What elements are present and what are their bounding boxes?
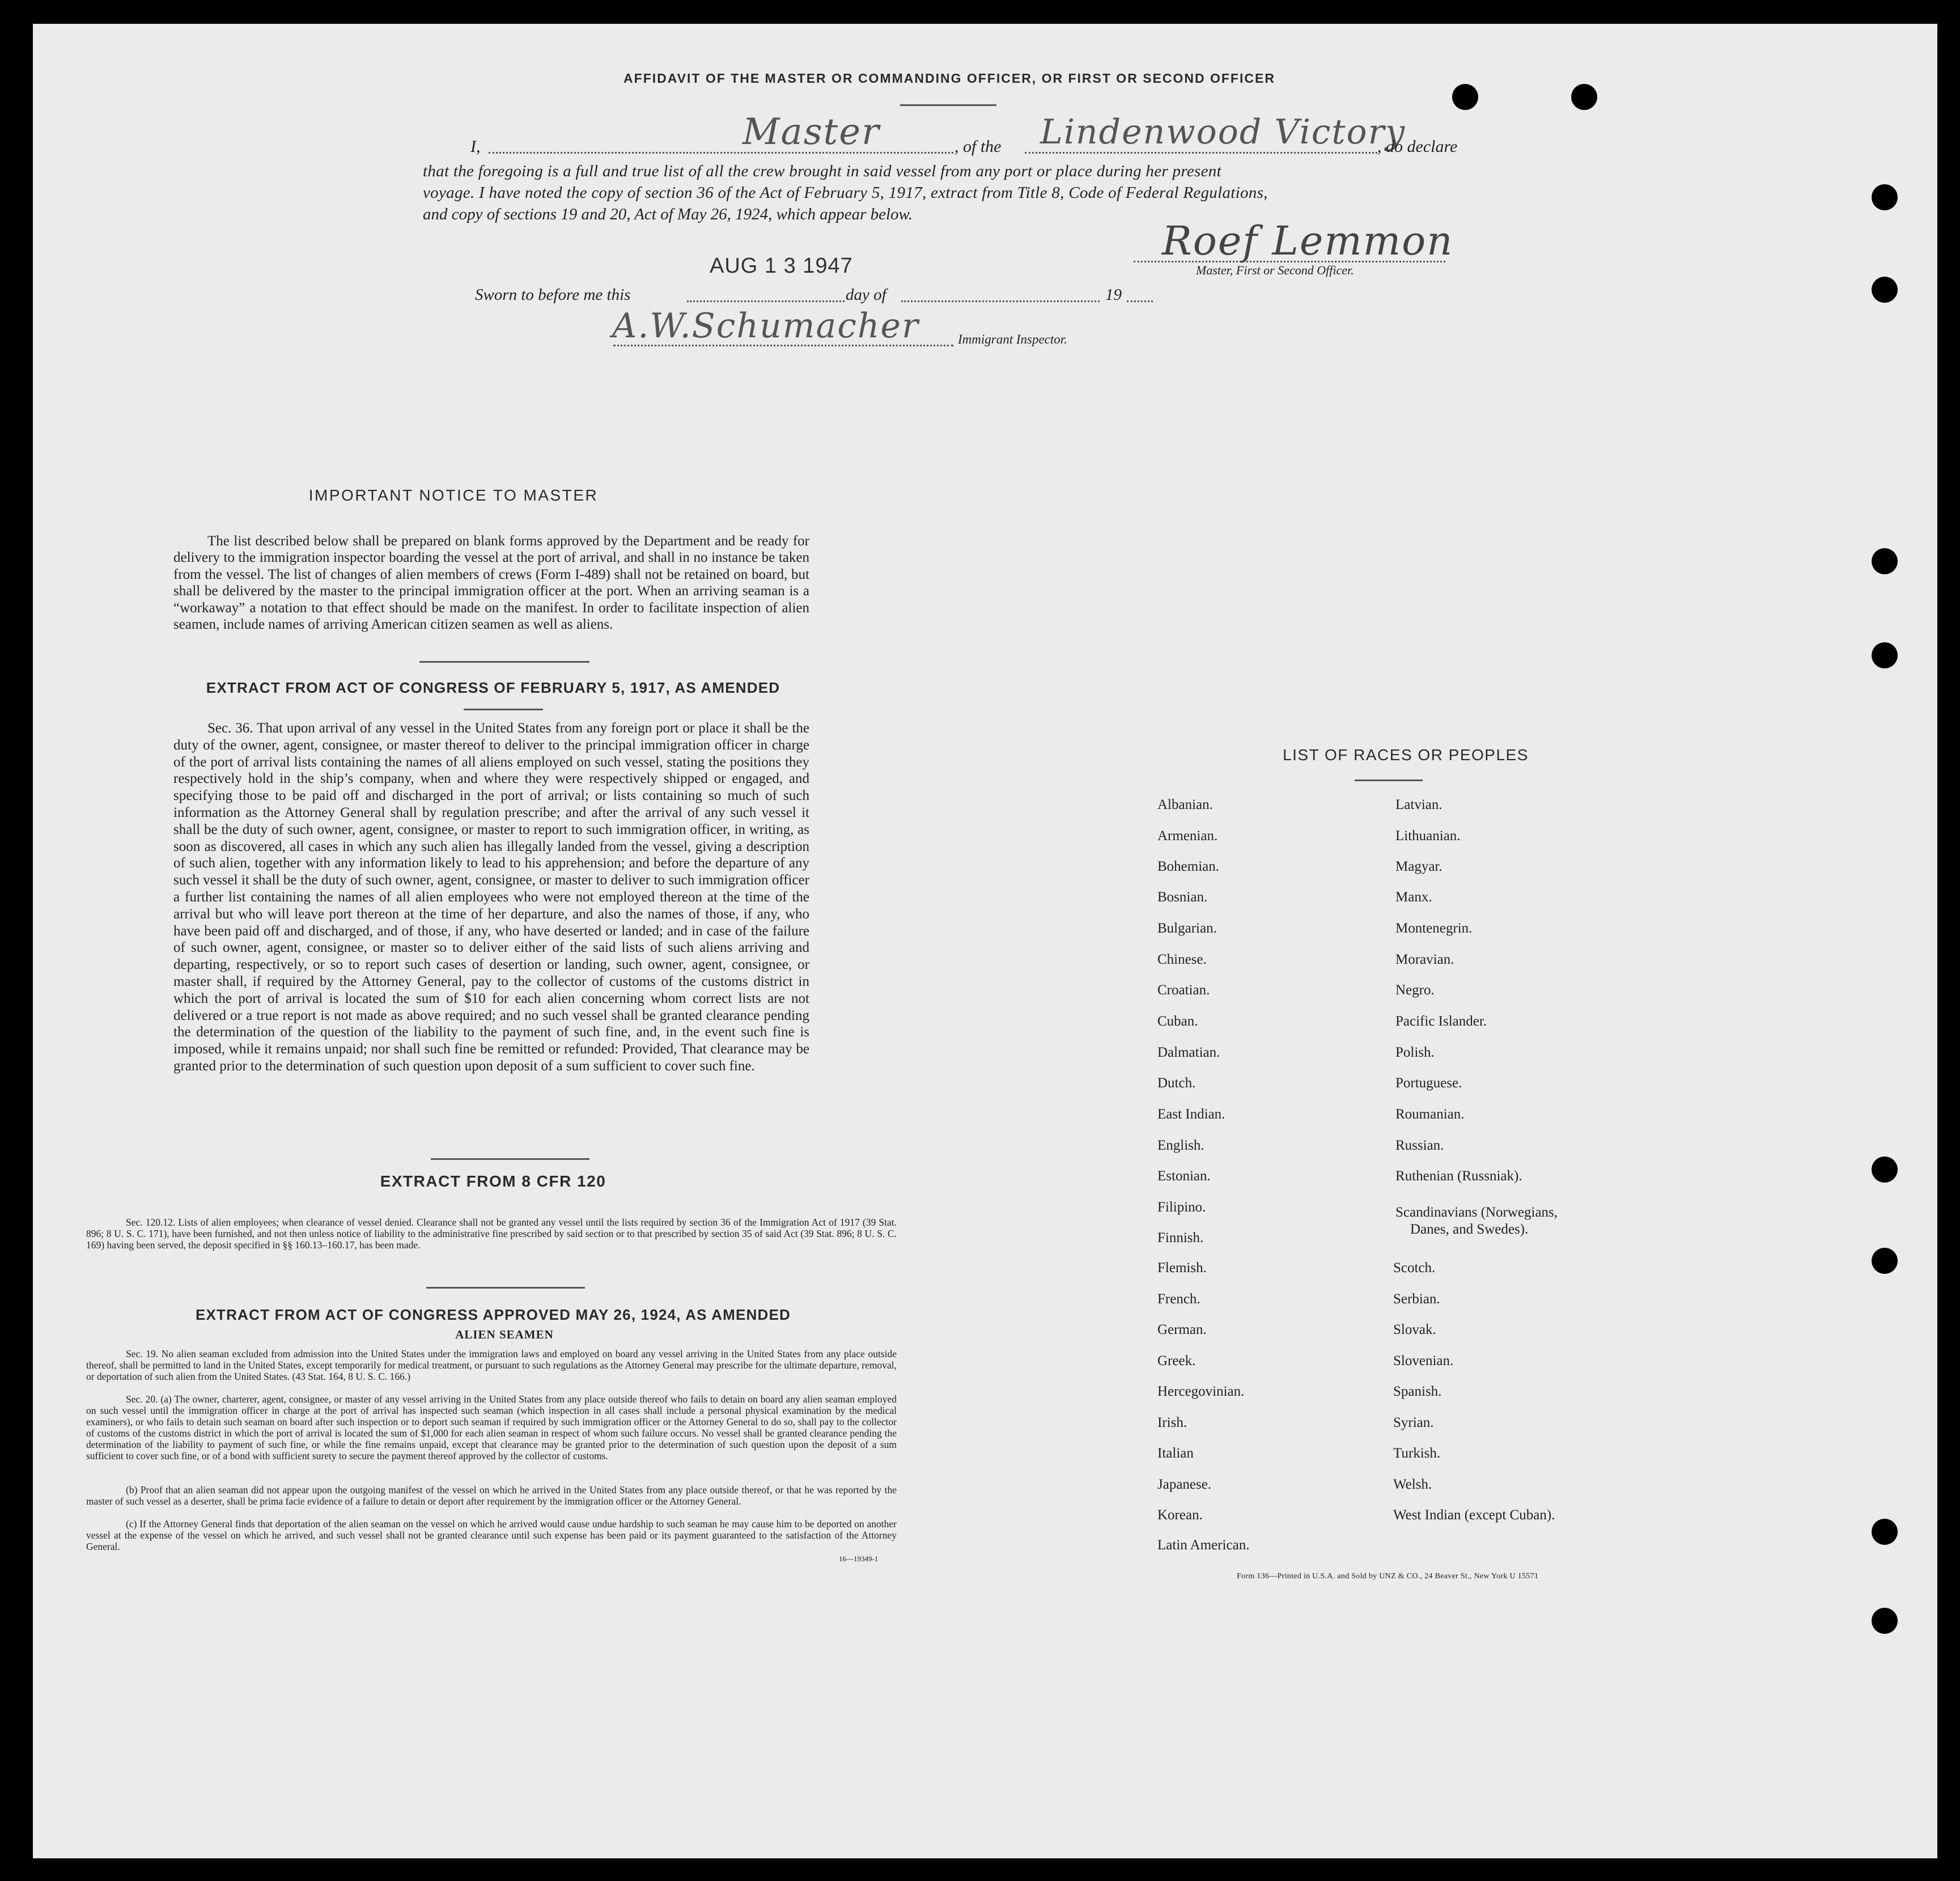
punch-hole bbox=[1872, 642, 1898, 668]
extract-1917-body: Sec. 36. That upon arrival of any vessel in the United States from any foreign port or place it shall be the duty of the owner, agent, consignee, or master thereof to deliver to the principal immigration officer in charge of the port of arrival lists containing the names of all aliens employed on such vessel, stating the positions they respectively hold in the ship’s company, when and where they were respectively shipped or engaged, and specifying those to be paid off and discharged in the port of arrival; or lists containing so much of such information as the Attorney General shall by regulation prescribe; and after the arrival of any such vessel it shall be the duty of such owner, agent, consignee, or master to report to such immigration officer, in writing, as soon as discovered, all cases in which any such alien has illegally landed from the vessel, giving a description of such alien, together with any information likely to lead to his apprehension; and before the departure of any such vessel it shall be the duty of such owner, agent, consignee, or master to deliver to such immigration officer a further list containing the names of all alien employees who were not employed thereon at the time of the arrival but who will leave port thereon at the time of her departure, and also the names of those, if any, who have been paid off and discharged, and of those, if any, who have deserted or landed; and in case of the failure of such owner, agent, consignee, or master so to deliver either of the said lists of such aliens arriving and departing, respectively, or so to report such cases of desertion or landing, such owner, agent, consignee, or master shall, if required by the Attorney General, pay to the collector of customs of the customs district in which the port of arrival is located the sum of $10 for each alien concerning whom correct lists are not delivered or a true report is not made as above required; and no such vessel shall be granted clearance pending the determination of the question of the liability to the payment of such fine, and, in the event such fine is imposed, while it remains unpaid; nor shall such fine be remitted or refunded: Provided, That clearance may be granted prior to the determination of such question upon deposit of a sum sufficient to cover such fine. bbox=[173, 721, 809, 1074]
dotted-line bbox=[1025, 152, 1377, 154]
notice-heading: IMPORTANT NOTICE TO MASTER bbox=[308, 486, 599, 504]
race-item: Flemish. bbox=[1157, 1260, 1207, 1276]
race-item: Scandinavians (Norwegians, bbox=[1395, 1205, 1558, 1220]
race-item: Irish. bbox=[1157, 1415, 1187, 1430]
punch-hole bbox=[1872, 277, 1898, 303]
affidavit-line-3: voyage. I have noted the copy of section 36 of the Act of February 5, 1917, extract from Title 8, Code of Federal Regulations, bbox=[423, 184, 1268, 202]
punch-hole bbox=[1872, 548, 1898, 574]
do-declare-label: , do declare bbox=[1377, 137, 1458, 156]
race-item: Croatian. bbox=[1157, 982, 1210, 998]
extract-cfr-body: Sec. 120.12. Lists of alien employees; when clearance of vessel denied. Clearance shall not be granted any vessel until the lists required by section 36 of the Immigration Act of 1917 (39 Stat. 896; 8 U. S. C. 171), have been furnished, and not then unless notice of liability to the administrative fine prescribed by said section or to that prescribed by section 35 of said Act (39 Stat. 896; 8 U. S. C. 169) having been served, the deposit specified in §§ 160.13–160.17, has been made. bbox=[86, 1217, 897, 1251]
inspector-signature: A.W.Schumacher bbox=[612, 306, 919, 346]
punch-hole bbox=[1872, 1248, 1898, 1274]
master-signature: Roef Lemmon bbox=[1162, 218, 1454, 264]
race-item: Greek. bbox=[1157, 1353, 1196, 1369]
divider bbox=[900, 104, 996, 106]
race-item: Slovak. bbox=[1393, 1322, 1436, 1337]
race-item: Filipino. bbox=[1157, 1200, 1206, 1215]
extract-1924-sec20c: (c) If the Attorney General finds that deportation of the alien seaman on the vessel on which he arrived would cause undue hardship to such seaman he may cause him to be deported on another vessel at the expense of the vessel on which he arrived, and such vessel shall not be granted clearance until such expense has been paid or its payment guaranteed to the satisfaction of the Attorney General. bbox=[86, 1518, 897, 1552]
dotted-line bbox=[1127, 300, 1153, 302]
race-item: Scotch. bbox=[1393, 1260, 1436, 1276]
dotted-line bbox=[1134, 261, 1445, 262]
race-item: Dalmatian. bbox=[1157, 1045, 1220, 1060]
affidavit-line-4: and copy of sections 19 and 20, Act of May 26, 1924, which appear below. bbox=[423, 205, 913, 223]
race-item: Welsh. bbox=[1393, 1477, 1432, 1492]
race-item: Manx. bbox=[1395, 889, 1432, 905]
form-print-line: Form 136—Printed in U.S.A. and Sold by UNZ & CO., 24 Beaver St., New York U 15571 bbox=[1237, 1572, 1539, 1581]
vessel-handwritten: Lindenwood Victory bbox=[1040, 112, 1406, 152]
print-code: 16—19349-1 bbox=[839, 1554, 879, 1563]
extract-1924-sec20b: (b) Proof that an alien seaman did not appear upon the outgoing manifest of the vessel on which he arrived in the United States from any place outside thereof, or that he was reported by the master of such vessel as a deserter, shall be prima facie evidence of a failure to detain or deport after requirement by the immigration officer or the Attorney General. bbox=[86, 1484, 897, 1507]
day-of-label: day of bbox=[846, 286, 886, 304]
extract-1924-subheading: ALIEN SEAMEN bbox=[455, 1328, 554, 1341]
signature-caption: Master, First or Second Officer. bbox=[1196, 263, 1354, 277]
inspector-label: Immigrant Inspector. bbox=[958, 332, 1067, 346]
affidavit-i-label: I, bbox=[470, 137, 481, 156]
year-label: 19 bbox=[1105, 286, 1122, 304]
race-item: Cuban. bbox=[1157, 1014, 1198, 1029]
race-item: Turkish. bbox=[1393, 1446, 1441, 1461]
race-item: Chinese. bbox=[1157, 952, 1207, 967]
race-item: Estonian. bbox=[1157, 1168, 1211, 1184]
race-item: Bulgarian. bbox=[1157, 921, 1217, 936]
race-item: Hercegovinian. bbox=[1157, 1384, 1245, 1399]
divider bbox=[464, 709, 543, 710]
race-item: Syrian. bbox=[1393, 1415, 1434, 1430]
affidavit-heading: AFFIDAVIT OF THE MASTER OR COMMANDING OFFICER, OR FIRST OR SECOND OFFICER bbox=[623, 71, 1275, 86]
extract-1917-heading: EXTRACT FROM ACT OF CONGRESS OF FEBRUARY 5, 1917, AS AMENDED bbox=[206, 679, 780, 696]
race-item: Italian bbox=[1157, 1446, 1194, 1461]
race-item: Pacific Islander. bbox=[1395, 1014, 1487, 1029]
race-item: Finnish. bbox=[1157, 1230, 1204, 1245]
race-item: Roumanian. bbox=[1395, 1107, 1465, 1122]
punch-hole bbox=[1872, 1156, 1898, 1183]
race-item: French. bbox=[1157, 1291, 1200, 1307]
race-item: Latin American. bbox=[1157, 1537, 1250, 1553]
race-item: Polish. bbox=[1395, 1045, 1435, 1060]
divider bbox=[426, 1287, 585, 1289]
race-item: East Indian. bbox=[1157, 1107, 1225, 1122]
of-the-label: , of the bbox=[954, 137, 1002, 156]
race-item: West Indian (except Cuban). bbox=[1393, 1507, 1555, 1523]
dotted-line bbox=[489, 152, 953, 154]
race-item: Armenian. bbox=[1157, 828, 1218, 844]
race-item: Danes, and Swedes). bbox=[1410, 1222, 1529, 1237]
race-item: Lithuanian. bbox=[1395, 828, 1461, 844]
race-item: Bosnian. bbox=[1157, 889, 1208, 905]
affidavit-line-2: that the foregoing is a full and true list of all the crew brought in said vessel from any port or place during her present bbox=[423, 162, 1221, 180]
race-item: Serbian. bbox=[1393, 1291, 1440, 1307]
extract-1924-sec20a: Sec. 20. (a) The owner, charterer, agent, consignee, or master of any vessel arriving in the United States from any place outside thereof who fails to detain on board any alien seaman employed on such vessel until the immigration officer in charge at the port of arrival has inspected such seaman (which inspection in all cases shall include a personal physical examination by the medical examiners), or who fails to detain such seaman on board after such inspection or to deport such seaman if required by such immigration officer or the Attorney General to do so, shall pay to the collector of customs of the customs district in which the port of arrival is located the sum of $1,000 for each alien seaman in respect of whom such failure occurs. No vessel shall be granted clearance pending the determination of the liability to payment of such fine, or while the fine remains unpaid, except that clearance may be granted prior to the determination of such question upon the deposit of a sum sufficient to cover such fine, or of a bond with sufficient surety to secure the payment thereof approved by the collector of customs. bbox=[86, 1393, 897, 1461]
race-item: English. bbox=[1157, 1138, 1204, 1153]
divider bbox=[419, 661, 589, 663]
race-item: Dutch. bbox=[1157, 1075, 1196, 1091]
race-item: Russian. bbox=[1395, 1138, 1444, 1153]
extract-1924-sec19: Sec. 19. No alien seaman excluded from admission into the United States under the immigration laws and employed on board any vessel arriving in the United States from any place outside thereof, shall be permitted to land in the United States, except temporarily for medical treatment, or pursuant to such regulations as the Attorney General may prescribe for the ultimate departure, removal, or deportation of such alien from the United States. (43 Stat. 164, 8 U. S. C. 166.) bbox=[86, 1348, 897, 1382]
race-item: Bohemian. bbox=[1157, 859, 1220, 874]
race-item: Slovenian. bbox=[1393, 1353, 1454, 1369]
dotted-line bbox=[687, 300, 845, 302]
race-item: Portuguese. bbox=[1395, 1075, 1462, 1091]
punch-hole bbox=[1452, 84, 1478, 110]
sworn-label: Sworn to before me this bbox=[475, 286, 631, 304]
dotted-line bbox=[901, 300, 1100, 302]
punch-hole bbox=[1872, 1519, 1898, 1545]
notice-body: The list described below shall be prepared on blank forms approved by the Department and be ready for delivery to the immigration inspector boarding the vessel at the port of arrival, and shall in no instance be taken from the vessel. The list of changes of alien members of crews (Form I-489) shall not be retained on board, but shall be delivered by the master to the principal immigration officer at the port. When an arriving seaman is a “workaway” a notation to that effect should be made on the manifest. In order to facilitate inspection of alien seamen, include names of arriving American citizen seamen as well as aliens. bbox=[173, 533, 809, 633]
extract-1924-heading: EXTRACT FROM ACT OF CONGRESS APPROVED MAY 26, 1924, AS AMENDED bbox=[195, 1306, 791, 1323]
punch-hole bbox=[1571, 84, 1597, 110]
divider bbox=[431, 1158, 589, 1160]
divider bbox=[1355, 779, 1423, 781]
race-item: Korean. bbox=[1157, 1507, 1203, 1523]
punch-hole bbox=[1872, 1608, 1898, 1634]
extract-cfr-heading: EXTRACT FROM 8 CFR 120 bbox=[380, 1172, 606, 1190]
race-item: Albanian. bbox=[1157, 797, 1213, 812]
race-item: Latvian. bbox=[1395, 797, 1443, 812]
race-item: Moravian. bbox=[1395, 952, 1454, 967]
race-item: Japanese. bbox=[1157, 1477, 1212, 1492]
punch-hole bbox=[1872, 184, 1898, 210]
date-stamp: AUG 1 3 1947 bbox=[710, 254, 853, 278]
races-heading: LIST OF RACES OR PEOPLES bbox=[1283, 746, 1529, 764]
race-item: Ruthenian (Russniak). bbox=[1395, 1168, 1522, 1184]
race-item: Spanish. bbox=[1393, 1384, 1442, 1399]
master-handwritten: Master bbox=[743, 111, 880, 153]
race-item: Negro. bbox=[1395, 982, 1435, 998]
race-item: German. bbox=[1157, 1322, 1207, 1337]
dotted-line bbox=[613, 345, 953, 346]
race-item: Magyar. bbox=[1395, 859, 1443, 874]
race-item: Montenegrin. bbox=[1395, 921, 1473, 936]
